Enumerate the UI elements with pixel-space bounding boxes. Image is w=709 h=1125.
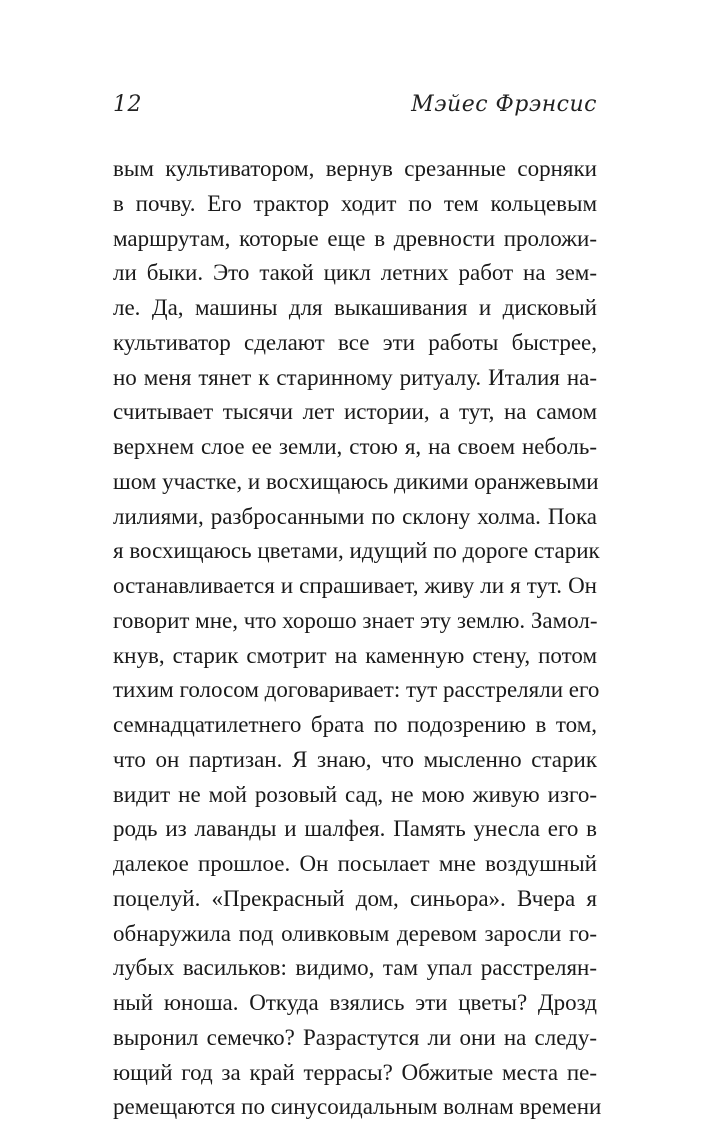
text-line: ющий год за край террасы? Обжитые места пе- bbox=[113, 1059, 597, 1085]
text-line: но меня тянет к старинному ритуалу. Италия на- bbox=[113, 364, 597, 390]
text-line: маршрутам, которые еще в древности проложи- bbox=[113, 225, 597, 251]
text-line: вым культиватором, вернув срезанные сорняки bbox=[113, 156, 597, 181]
text-line: я восхищаюсь цветами, идущий по дороге старик bbox=[113, 538, 600, 564]
text-line: выронил семечко? Разрастутся ли они на следу- bbox=[113, 1024, 597, 1050]
text-line: лубых васильков: видимо, там упал расстрелян- bbox=[113, 955, 597, 981]
author-name: Мэйес Фрэнсис bbox=[411, 92, 597, 117]
text-line: поцелуй. «Прекрасный дом, синьора». Вчера я bbox=[113, 885, 597, 911]
body-text bbox=[113, 152, 602, 1125]
text-line: далекое прошлое. Он посылает мне воздушный bbox=[113, 851, 597, 876]
text-line: ный юноша. Откуда взялись эти цветы? Дрозд bbox=[113, 990, 597, 1015]
text-line: семнадцатилетнего брата по подозрению в том, bbox=[113, 712, 597, 737]
text-line: в почву. Его трактор ходит по тем кольцевым bbox=[113, 190, 597, 216]
text-line: обнаружила под оливковым деревом заросли го- bbox=[113, 920, 597, 946]
text-line: что он партизан. Я знаю, что мысленно старик bbox=[113, 746, 597, 772]
text-line: лилиями, разбросанными по склону холма. Пока bbox=[113, 503, 597, 529]
text-line: ремещаются по синусоидальным волнам времени bbox=[113, 1094, 602, 1120]
text-line: родь из лаванды и шалфея. Память унесла его в bbox=[113, 816, 597, 842]
text-line: шом участке, и восхищаюсь дикими оранжевыми bbox=[113, 468, 599, 494]
text-line: культиватор сделают все эти работы быстрее, bbox=[113, 329, 597, 355]
running-header bbox=[113, 92, 597, 128]
text-line: считывает тысячи лет истории, а тут, на самом bbox=[113, 399, 597, 425]
text-line: кнув, старик смотрит на каменную стену, потом bbox=[113, 642, 597, 668]
page-number: 12 bbox=[113, 92, 142, 117]
text-line: ли быки. Это такой цикл летних работ на зем- bbox=[113, 260, 597, 286]
text-line: видит не мой розовый сад, не мою живую изго- bbox=[113, 781, 597, 807]
text-line: говорит мне, что хорошо знает эту землю. Замол- bbox=[113, 607, 598, 633]
text-line: останавливается и спрашивает, живу ли я тут. Он bbox=[113, 573, 597, 598]
text-line: ле. Да, машины для выкашивания и дисковый bbox=[113, 295, 597, 320]
text-line: тихим голосом договаривает: тут расстреляли его bbox=[113, 677, 600, 703]
text-line: верхнем слое ее земли, стою я, на своем неболь- bbox=[113, 434, 597, 459]
